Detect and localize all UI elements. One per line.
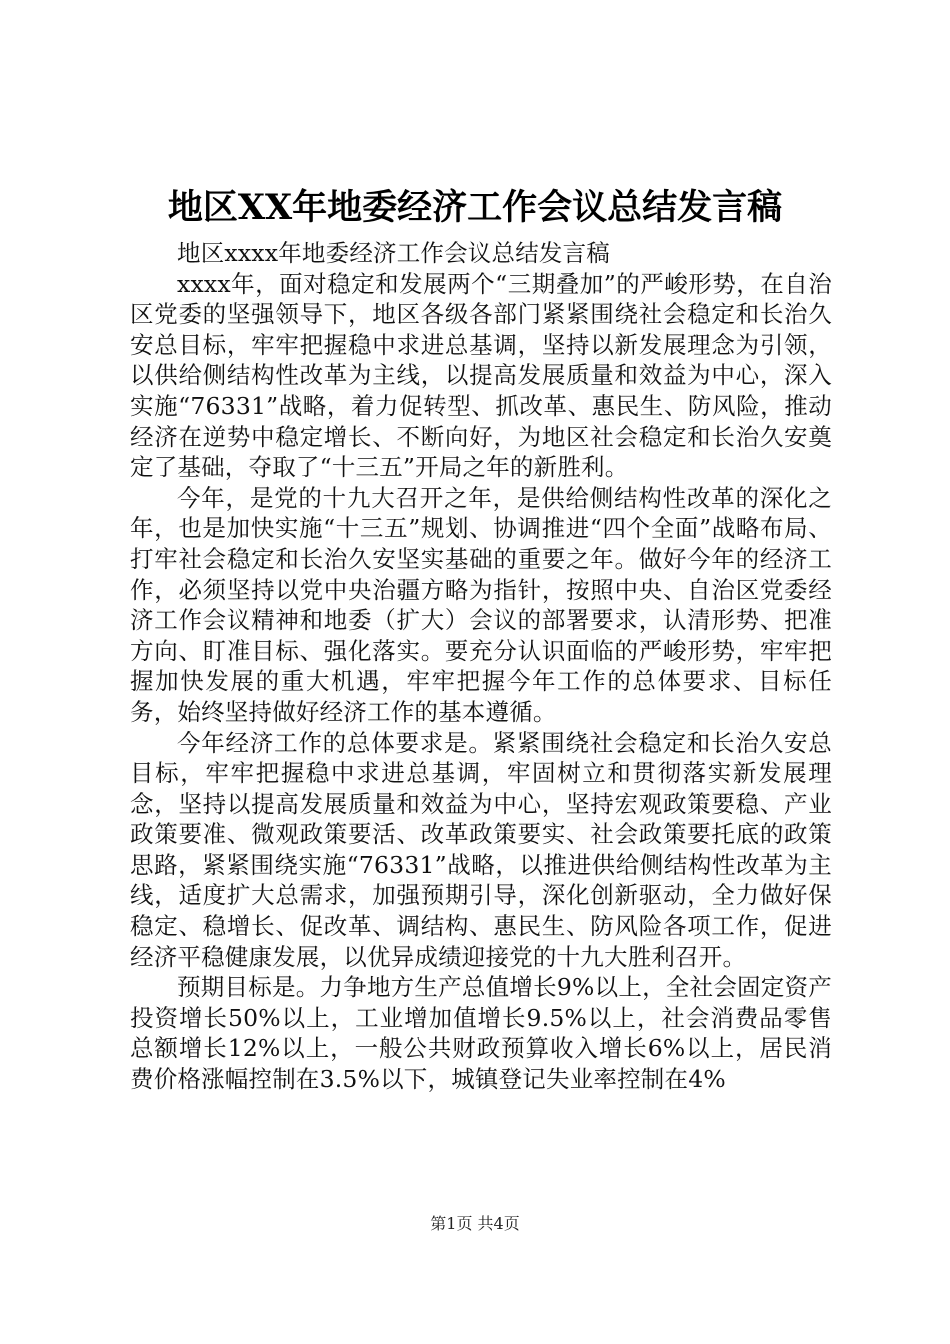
- page-number: 第1页 共4页: [430, 1214, 520, 1233]
- document-title: 地区XX年地委经济工作会议总结发言稿: [167, 187, 783, 228]
- paragraph-this-year: 今年，是党的十九大召开之年，是供给侧结构性改革的深化之年，也是加快实施“十三五”规划、协调推进“四个全面”战略布局、打牢社会稳定和长治久安坚实基础的重要之年。做好今年的经济工作，必须坚持以党中央治疆方略为指针，按照中央、自治区党委经济工作会议精神和地委（扩大）会议的部署要求，认清形势、把准方向、盯准目标、强化落实。要充分认识面临的严峻形势，牢牢把握加快发展的重大机遇，牢牢把握今年工作的总体要求、目标任务，始终坚持做好经济工作的基本遵循。: [130, 483, 832, 726]
- paragraph-general-requirements: 今年经济工作的总体要求是。紧紧围绕社会稳定和长治久安总目标，牢牢把握稳中求进总基调，牢固树立和贯彻落实新发展理念，坚持以提高发展质量和效益为中心，坚持宏观政策要稳、产业政策要准、微观政策要活、改革政策要实、社会政策要托底的政策思路，紧紧围绕实施“76331”战略，以推进供给侧结构性改革为主线，适度扩大总需求，加强预期引导，深化创新驱动，全力做好保稳定、稳增长、促改革、调结构、惠民生、防风险各项工作，促进经济平稳健康发展，以优异成绩迎接党的十九大胜利召开。: [130, 728, 832, 971]
- document-body: [130, 238, 832, 1095]
- paragraph-expected-targets: 预期目标是。力争地方生产总值增长9%以上，全社会固定资产投资增长50%以上，工业增加值增长9.5%以上，社会消费品零售总额增长12%以上，一般公共财政预算收入增长6%以上，居民消费价格涨幅控制在3.5%以下，城镇登记失业率控制在4%: [130, 973, 832, 1094]
- paragraph-review: xxxx年，面对稳定和发展两个“三期叠加”的严峻形势，在自治区党委的坚强领导下，地区各级各部门紧紧围绕社会稳定和长治久安总目标，牢牢把握稳中求进总基调，坚持以新发展理念为引领，以供给侧结构性改革为主线，以提高发展质量和效益为中心，深入实施“76331”战略，着力促转型、抓改革、惠民生、防风险，推动经济在逆势中稳定增长、不断向好，为地区社会稳定和长治久安奠定了基础，夺取了“十三五”开局之年的新胜利。: [130, 269, 832, 482]
- paragraph-subtitle: 地区xxxx年地委经济工作会议总结发言稿: [177, 239, 611, 267]
